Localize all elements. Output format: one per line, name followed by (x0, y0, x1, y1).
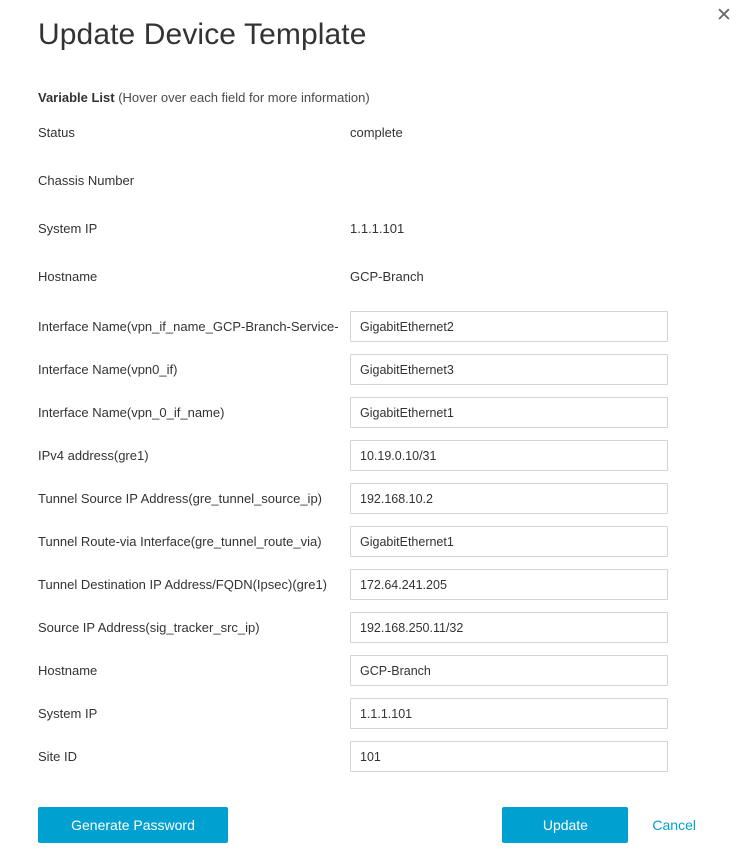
vpn-if-name-service-input[interactable] (350, 311, 668, 342)
variable-list-heading (0, 52, 752, 105)
tunnel-destination-ip-input[interactable] (350, 569, 668, 600)
field-value: GCP-Branch (350, 269, 424, 284)
variable-list-hint: (Hover over each field for more information) (118, 90, 370, 105)
field-label: Interface Name(vpn_0_if_name) (38, 405, 225, 420)
sig-tracker-src-ip-input[interactable] (350, 612, 668, 643)
close-icon[interactable]: ✕ (716, 5, 732, 26)
field-row-hostname-static (38, 263, 714, 290)
field-label: IPv4 address(gre1) (38, 448, 149, 463)
field-label: Hostname (38, 269, 98, 284)
field-label: Interface Name(vpn0_if) (38, 362, 178, 377)
ipv4-address-gre1-input[interactable] (350, 440, 668, 471)
vpn-0-if-name-input[interactable] (350, 397, 668, 428)
field-row-status (38, 119, 714, 146)
field-row-vpn0-if (38, 354, 714, 385)
field-row-ipv4-address-gre1 (38, 440, 714, 471)
field-label: System IP (38, 706, 98, 721)
page-title: Update Device Template (38, 18, 367, 51)
field-label: Site ID (38, 749, 78, 764)
field-row-vpn-0-if-name (38, 397, 714, 428)
field-label: Status (38, 125, 75, 140)
field-label: Hostname (38, 663, 98, 678)
gre-tunnel-source-ip-input[interactable] (350, 483, 668, 514)
generate-password-button[interactable]: Generate Password (38, 807, 228, 843)
vpn0-if-input[interactable] (350, 354, 668, 385)
field-label: Source IP Address(sig_tracker_src_ip) (38, 620, 260, 635)
field-label: Tunnel Destination IP Address/FQDN(Ipsec)(gre1) (38, 577, 328, 592)
field-row-vpn-if-name-service (38, 311, 714, 342)
field-row-tunnel-destination-ip (38, 569, 714, 600)
field-row-system-ip (38, 698, 714, 729)
system-ip-input[interactable] (350, 698, 668, 729)
field-row-system-ip-static (38, 215, 714, 242)
hostname-input[interactable] (350, 655, 668, 686)
field-row-chassis-number (38, 167, 714, 194)
field-row-sig-tracker-src-ip (38, 612, 714, 643)
field-label: Tunnel Source IP Address(gre_tunnel_source_ip) (38, 491, 323, 506)
field-row-hostname (38, 655, 714, 686)
field-label: System IP (38, 221, 98, 236)
variable-list-label: Variable List (38, 90, 115, 105)
field-value: complete (350, 125, 403, 140)
field-label: Chassis Number (38, 173, 135, 188)
field-label: Interface Name(vpn_if_name_GCP-Branch-Service- (38, 319, 339, 334)
update-button[interactable]: Update (502, 807, 628, 843)
field-row-gre-tunnel-route-via (38, 526, 714, 557)
gre-tunnel-route-via-input[interactable] (350, 526, 668, 557)
cancel-button[interactable]: Cancel (628, 807, 714, 843)
field-value: 1.1.1.101 (350, 221, 405, 236)
site-id-input[interactable] (350, 741, 668, 772)
dialog-footer (0, 807, 752, 843)
field-label: Tunnel Route-via Interface(gre_tunnel_route_via) (38, 534, 322, 549)
field-row-site-id (38, 741, 714, 772)
variable-list-form (0, 105, 752, 772)
field-row-gre-tunnel-source-ip (38, 483, 714, 514)
